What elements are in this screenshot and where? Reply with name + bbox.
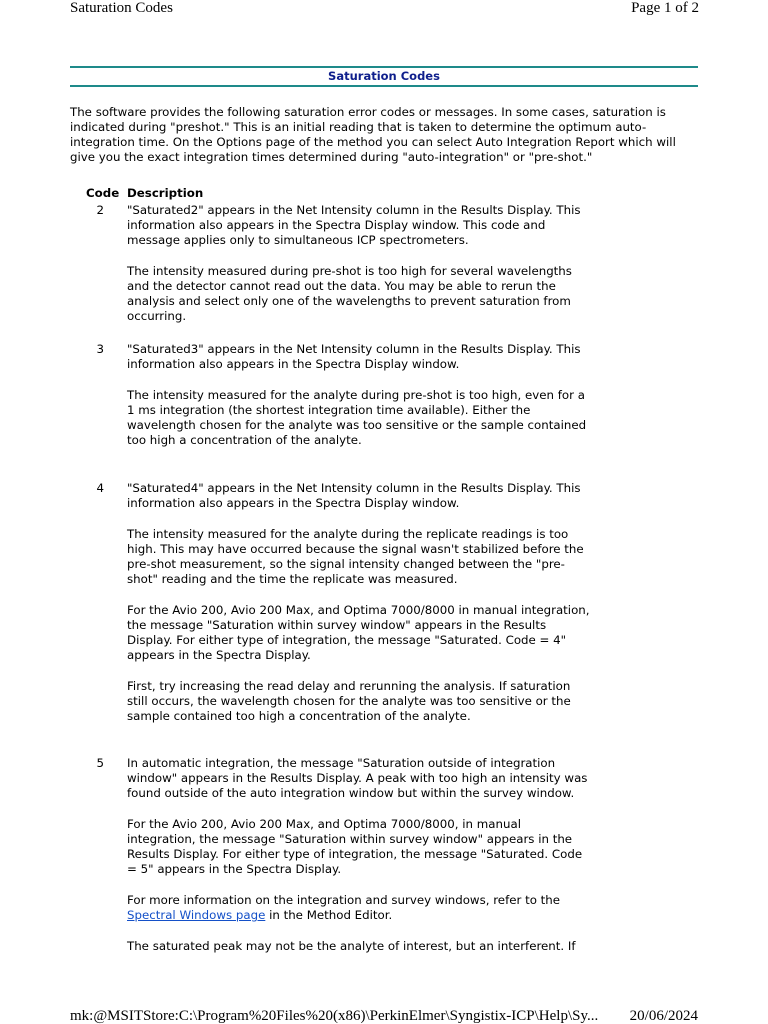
code-number: 4 [96, 481, 104, 495]
more-info-paragraph [127, 893, 592, 923]
code-description: For the Avio 200, Avio 200 Max, and Optima 7000/8000 in manual integration, the message "Saturation within survey window" appears in the Results Display. For either type of integration, the message "Saturated. Code = 4" appears in the Spectra Display. [127, 603, 590, 662]
code-number: 5 [96, 756, 104, 770]
code-description: The saturated peak may not be the analyte of interest, but an interferent. If [127, 939, 576, 953]
code-description: The intensity measured during pre-shot is too high for several wavelengths and the detector cannot read out the data. You may be able to rerun the analysis and select only one of the wavelengths to prevent saturation from occurring. [127, 264, 572, 323]
title-rule-top [70, 66, 698, 68]
print-header-title: Saturation Codes [70, 0, 173, 16]
more-info-text: For more information on the integration and survey windows, refer to the [127, 893, 561, 907]
spectral-windows-link[interactable]: Spectral Windows page [127, 908, 266, 922]
print-header-page-number: Page 1 of 2 [631, 0, 699, 16]
code-number: 2 [96, 203, 104, 217]
page-title: Saturation Codes [328, 69, 440, 83]
more-info-text-end: in the Method Editor. [265, 908, 393, 922]
title-rule-bottom [70, 85, 698, 87]
code-number: 3 [96, 342, 104, 356]
code-description: "Saturated4" appears in the Net Intensity column in the Results Display. This information also appears in the Spectra Display window. [127, 481, 581, 510]
code-description: "Saturated2" appears in the Net Intensity column in the Results Display. This information also appears in the Spectra Display window. This code and message applies only to simultaneous ICP spectrometers. [127, 203, 581, 247]
code-description: In automatic integration, the message "Saturation outside of integration window" appears in the Results Display. A peak with too high an intensity was found outside of the auto integration window but within the survey window. [127, 756, 588, 800]
column-header-description: Description [127, 186, 204, 200]
code-description: "Saturated3" appears in the Net Intensity column in the Results Display. This information also appears in the Spectra Display window. [127, 342, 581, 371]
intro-paragraph: The software provides the following saturation error codes or messages. In some cases, saturation is indicated during "preshot." This is an initial reading that is taken to determine the optimum auto-integration time. On the Options page of the method you can select Auto Integration Report which will give you the exact integration times determined during "auto-integration" or "pre-shot." [70, 105, 676, 164]
code-description: For the Avio 200, Avio 200 Max, and Optima 7000/8000, in manual integration, the message "Saturation within survey window" appears in the Results Display. For either type of integration, the message "Saturated. Code = 5" appears in the Spectra Display. [127, 817, 583, 876]
print-footer-date: 20/06/2024 [629, 1008, 698, 1024]
code-description: The intensity measured for the analyte during pre-shot is too high, even for a 1 ms integration (the shortest integration time available). Either the wavelength chosen for the analyte was too sensitive or the sample contained too high a concentration of the analyte. [127, 388, 587, 447]
code-description: The intensity measured for the analyte during the replicate readings is too high. This may have occurred because the signal wasn't stabilized before the pre-shot measurement, so the signal intensity changed between the "pre-shot" reading and the time the replicate was measured. [127, 527, 584, 586]
code-description: First, try increasing the read delay and rerunning the analysis. If saturation still occurs, the wavelength chosen for the analyte was too sensitive or the sample contained too high a concentration of the analyte. [127, 679, 571, 723]
print-footer-path: mk:@MSITStore:C:\Program%20Files%20(x86)\PerkinElmer\Syngistix-ICP\Help\Sy... [70, 1008, 599, 1024]
column-header-code: Code [86, 186, 120, 200]
